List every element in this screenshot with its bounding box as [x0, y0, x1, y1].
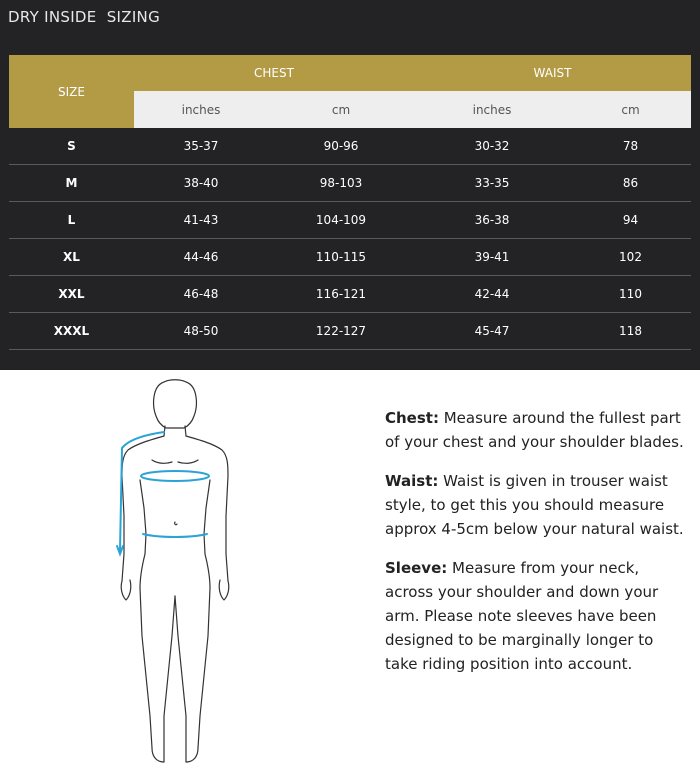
waist-instruction: [385, 469, 685, 541]
body-measurement-figure-icon: [100, 376, 250, 768]
sizing-panel: [0, 0, 700, 370]
chest-cm-cell: 98-103: [268, 165, 414, 202]
waist-inches-header: inches: [414, 91, 570, 128]
waist-label: Waist:: [385, 472, 439, 490]
table-row: [9, 239, 691, 276]
size-chart-table: [9, 55, 691, 350]
waist-cm-cell: 102: [570, 239, 691, 276]
waist-inches-cell: 30-32: [414, 128, 570, 165]
waist-inches-cell: 45-47: [414, 313, 570, 350]
waist-column-header: WAIST: [414, 55, 691, 91]
size-cell: XXL: [9, 276, 134, 313]
page-title: DRY INSIDE SIZING: [8, 8, 160, 26]
waist-cm-cell: 118: [570, 313, 691, 350]
chest-inches-cell: 38-40: [134, 165, 268, 202]
chest-inches-cell: 48-50: [134, 313, 268, 350]
sleeve-instruction: [385, 556, 685, 676]
waist-text: Waist is given in trouser waist style, to get this you should measure approx 4-5cm below your natural waist.: [385, 472, 684, 538]
chest-cm-header: cm: [268, 91, 414, 128]
table-row: [9, 276, 691, 313]
chest-inches-cell: 35-37: [134, 128, 268, 165]
table-row: [9, 128, 691, 165]
size-cell: XXXL: [9, 313, 134, 350]
table-row: [9, 165, 691, 202]
chest-text: Measure around the fullest part of your chest and your shoulder blades.: [385, 409, 684, 451]
chest-cm-cell: 110-115: [268, 239, 414, 276]
size-cell: S: [9, 128, 134, 165]
chest-inches-cell: 44-46: [134, 239, 268, 276]
chest-cm-cell: 104-109: [268, 202, 414, 239]
chest-cm-cell: 122-127: [268, 313, 414, 350]
waist-inches-cell: 42-44: [414, 276, 570, 313]
waist-inches-cell: 36-38: [414, 202, 570, 239]
table-row: [9, 202, 691, 239]
chest-column-header: CHEST: [134, 55, 414, 91]
waist-cm-cell: 86: [570, 165, 691, 202]
chest-cm-cell: 90-96: [268, 128, 414, 165]
sleeve-text: Measure from your neck, across your shoulder and down your arm. Please note sleeves have been designed to be marginally longer to take riding position into account.: [385, 559, 659, 673]
waist-inches-cell: 39-41: [414, 239, 570, 276]
chest-inches-cell: 46-48: [134, 276, 268, 313]
chest-instruction: [385, 406, 685, 454]
table-row: [9, 313, 691, 350]
waist-cm-cell: 78: [570, 128, 691, 165]
waist-cm-header: cm: [570, 91, 691, 128]
chest-cm-cell: 116-121: [268, 276, 414, 313]
measurement-instructions: [385, 406, 685, 691]
chest-label: Chest:: [385, 409, 439, 427]
sleeve-label: Sleeve:: [385, 559, 448, 577]
size-cell: XL: [9, 239, 134, 276]
waist-cm-cell: 94: [570, 202, 691, 239]
waist-cm-cell: 110: [570, 276, 691, 313]
size-cell: L: [9, 202, 134, 239]
chest-inches-cell: 41-43: [134, 202, 268, 239]
size-column-header: SIZE: [9, 55, 134, 128]
waist-inches-cell: 33-35: [414, 165, 570, 202]
size-cell: M: [9, 165, 134, 202]
chest-inches-header: inches: [134, 91, 268, 128]
